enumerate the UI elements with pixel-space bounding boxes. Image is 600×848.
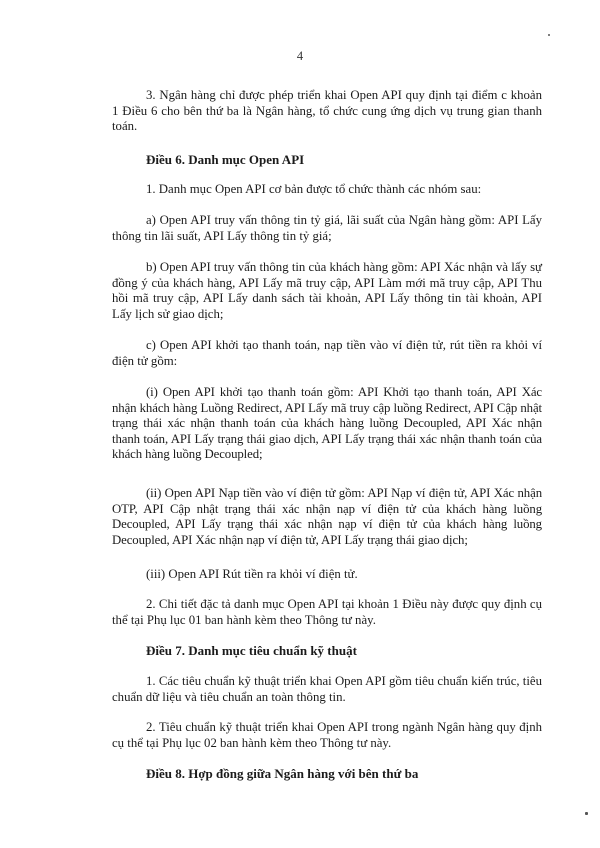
article-6-item-iii: (iii) Open API Rút tiền ra khỏi ví điện tử.: [146, 567, 358, 581]
heading-article-8: Điều 8. Hợp đồng giữa Ngân hàng với bên thứ ba: [146, 766, 419, 781]
heading-article-6: Điều 6. Danh mục Open API: [146, 152, 305, 167]
heading-article-7: Điều 7. Danh mục tiêu chuẩn kỹ thuật: [146, 643, 357, 658]
article-7-clause-2: 2. Tiêu chuẩn kỹ thuật triển khai Open API trong ngành Ngân hàng quy định cụ thể tại Phụ lục 02 ban hành kèm theo Thông tư này.: [112, 720, 542, 750]
article-6-clause-2: 2. Chi tiết đặc tả danh mục Open API tại khoản 1 Điều này được quy định cụ thể tại Phụ lục 01 ban hành kèm theo Thông tư này.: [112, 597, 542, 627]
scan-speck: [548, 34, 550, 36]
article-6-item-ii: (ii) Open API Nạp tiền vào ví điện tử gồm: API Nạp ví điện tử, API Xác nhận OTP, API Cập nhật trạng thái xác nhận nạp ví điện tử của khách hàng luồng Decoupled, API Lấy trạng thái xác nhận nạp ví điện tử của khách hàng luồng Decoupled, API Xác nhận nạp ví điện tử, API Lấy trạng thái giao dịch;: [112, 486, 542, 547]
article-6-point-c: c) Open API khởi tạo thanh toán, nạp tiền vào ví điện tử, rút tiền ra khỏi ví điện tử gồm:: [112, 338, 542, 368]
scan-speck: [585, 812, 588, 815]
article-6-clause-1: 1. Danh mục Open API cơ bản được tổ chức thành các nhóm sau:: [146, 182, 482, 196]
article-6-point-b: b) Open API truy vấn thông tin của khách hàng gồm: API Xác nhận và lấy sự đồng ý của khách hàng, API Lấy mã truy cập, API Làm mới mã truy cập, API Thu hồi mã truy cập, API Lấy danh sách tài khoản, API Lấy thông tin tài khoản, API Lấy lịch sử giao dịch;: [112, 260, 542, 321]
article-7-clause-1: 1. Các tiêu chuẩn kỹ thuật triển khai Open API gồm tiêu chuẩn kiến trúc, tiêu chuẩn dữ liệu và tiêu chuẩn an toàn thông tin.: [112, 674, 542, 704]
clause-5-3: 3. Ngân hàng chỉ được phép triển khai Open API quy định tại điểm c khoản 1 Điều 6 cho bên thứ ba là Ngân hàng, tổ chức cung ứng dịch vụ trung gian thanh toán.: [112, 88, 542, 134]
article-6-item-i: (i) Open API khởi tạo thanh toán gồm: API Khởi tạo thanh toán, API Xác nhận khách hàng Luồng Redirect, API Lấy mã truy cập luồng Redirect, API Cập nhật trạng thái xác nhận thanh toán của khách hàng luồng Decoupled, API Xác nhận thanh toán, API Lấy trạng thái giao dịch, API Lấy trạng thái xác nhận thanh toán của khách hàng luồng Decoupled;: [112, 385, 542, 462]
article-6-point-a: a) Open API truy vấn thông tin tỷ giá, lãi suất của Ngân hàng gồm: API Lấy thông tin lãi suất, API Lấy thông tin tỷ giá;: [112, 213, 542, 243]
page-number: 4: [296, 49, 304, 63]
